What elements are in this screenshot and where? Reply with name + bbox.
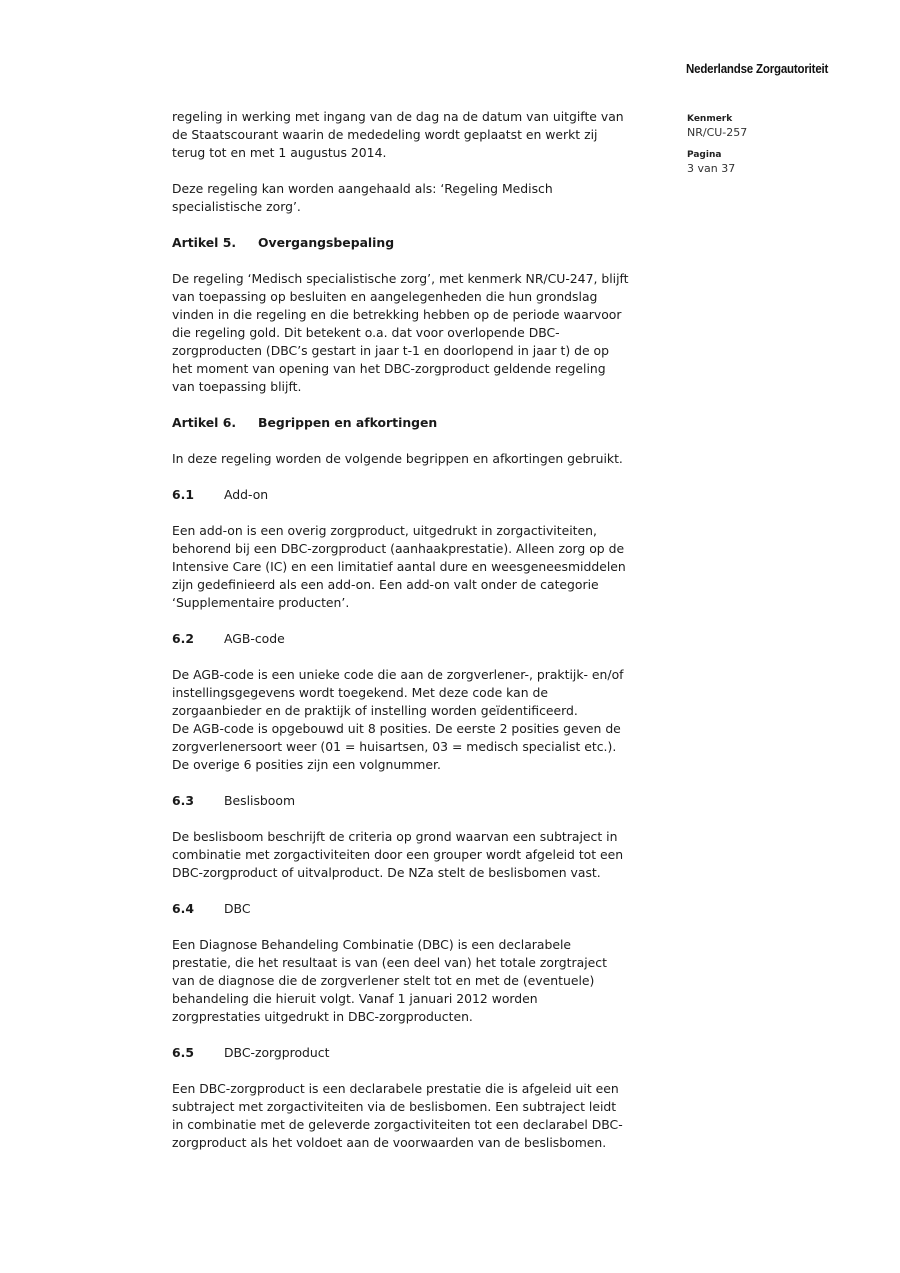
artikel-title: Begrippen en afkortingen (258, 415, 438, 430)
text-line: vinden in die regeling en die betrekking hebben op de periode waarvoor (172, 307, 622, 322)
text-line: in combinatie met de geleverde zorgactiviteiten tot een declarabel DBC- (172, 1117, 623, 1132)
text-line: In deze regeling worden de volgende begrippen en afkortingen gebruikt. (172, 451, 623, 466)
section-6-4-paragraph (172, 936, 692, 1026)
section-title: DBC-zorgproduct (224, 1045, 330, 1060)
text-line: van toepassing op besluiten en aangelegenheden die hun grondslag (172, 289, 598, 304)
text-line: zorgproduct als het voldoet aan de voorwaarden van de beslisbomen. (172, 1135, 607, 1150)
intro-paragraph-1 (172, 108, 692, 162)
text-line: het moment van opening van het DBC-zorgproduct geldende regeling (172, 361, 606, 376)
text-line: van de diagnose die de zorgverlener stelt tot en met de (eventuele) (172, 973, 595, 988)
pagina-value: 3 van 37 (687, 162, 736, 175)
section-number: 6.2 (172, 631, 194, 646)
artikel-5-paragraph (172, 270, 692, 396)
section-title: Beslisboom (224, 793, 296, 808)
section-6-3-paragraph (172, 828, 692, 882)
section-title: Add-on (224, 487, 269, 502)
text-line: van toepassing blijft. (172, 379, 302, 394)
artikel-6-intro (172, 450, 692, 468)
text-line: Een Diagnose Behandeling Combinatie (DBC) is een declarabele (172, 937, 572, 952)
section-title: DBC (224, 901, 251, 916)
text-line: behorend bij een DBC-zorgproduct (aanhaakprestatie). Alleen zorg op de (172, 541, 625, 556)
artikel-number: Artikel 5. (172, 235, 237, 250)
section-number: 6.1 (172, 487, 194, 502)
kenmerk-block (687, 114, 747, 139)
text-line: zijn gedefinieerd als een add-on. Een add-on valt onder de categorie (172, 577, 599, 592)
section-6-1-heading (172, 486, 692, 504)
pagina-label: Pagina (687, 150, 722, 160)
text-line: ‘Supplementaire producten’. (172, 595, 350, 610)
artikel-number: Artikel 6. (172, 415, 237, 430)
document-body (172, 108, 692, 1170)
artikel-title: Overgangsbepaling (258, 235, 395, 250)
organization-name: Nederlandse Zorgautoriteit (686, 62, 829, 76)
section-6-2-heading (172, 630, 692, 648)
section-number: 6.4 (172, 901, 194, 916)
text-line: de Staatscourant waarin de mededeling wordt geplaatst en werkt zij (172, 127, 598, 142)
kenmerk-label: Kenmerk (687, 114, 733, 124)
artikel-5-heading (172, 234, 692, 252)
text-line: De overige 6 posities zijn een volgnummer. (172, 757, 441, 772)
text-line: zorgprestaties uitgedrukt in DBC-zorgproducten. (172, 1009, 473, 1024)
section-number: 6.3 (172, 793, 194, 808)
pagina-block (687, 150, 735, 175)
section-6-1-paragraph (172, 522, 692, 612)
text-line: subtraject met zorgactiviteiten via de beslisbomen. Een subtraject leidt (172, 1099, 617, 1114)
section-6-4-heading (172, 900, 692, 918)
text-line: De regeling ‘Medisch specialistische zorg’, met kenmerk NR/CU-247, blijft (172, 271, 629, 286)
text-line: prestatie, die het resultaat is van (een deel van) het totale zorgtraject (172, 955, 607, 970)
section-6-5-heading (172, 1044, 692, 1062)
text-line: die regeling gold. Dit betekent o.a. dat voor overlopende DBC- (172, 325, 560, 340)
text-line: De AGB-code is opgebouwd uit 8 posities. De eerste 2 posities geven de (172, 721, 621, 736)
section-6-5-paragraph (172, 1080, 692, 1152)
text-line: Deze regeling kan worden aangehaald als: ‘Regeling Medisch (172, 181, 553, 196)
section-title: AGB-code (224, 631, 285, 646)
text-line: behandeling die hieruit volgt. Vanaf 1 januari 2012 worden (172, 991, 538, 1006)
intro-paragraph-2 (172, 180, 692, 216)
text-line: DBC-zorgproduct of uitvalproduct. De NZa stelt de beslisbomen vast. (172, 865, 601, 880)
text-line: zorgproducten (DBC’s gestart in jaar t-1 en doorlopend in jaar t) de op (172, 343, 609, 358)
text-line: terug tot en met 1 augustus 2014. (172, 145, 387, 160)
section-number: 6.5 (172, 1045, 194, 1060)
text-line: zorgverlenersoort weer (01 = huisartsen, 03 = medisch specialist etc.). (172, 739, 617, 754)
text-line: combinatie met zorgactiviteiten door een grouper wordt afgeleid tot een (172, 847, 624, 862)
section-6-2-paragraph (172, 666, 692, 774)
text-line: Een add-on is een overig zorgproduct, uitgedrukt in zorgactiviteiten, (172, 523, 597, 538)
artikel-6-heading (172, 414, 692, 432)
text-line: De AGB-code is een unieke code die aan de zorgverlener-, praktijk- en/of (172, 667, 624, 682)
text-line: zorgaanbieder en de praktijk of instelling worden geïdentificeerd. (172, 703, 578, 718)
text-line: specialistische zorg’. (172, 199, 301, 214)
kenmerk-value: NR/CU-257 (687, 126, 748, 139)
text-line: instellingsgegevens wordt toegekend. Met deze code kan de (172, 685, 548, 700)
text-line: Intensive Care (IC) en een limitatief aantal dure en weesgeneesmiddelen (172, 559, 626, 574)
text-line: Een DBC-zorgproduct is een declarabele prestatie die is afgeleid uit een (172, 1081, 619, 1096)
text-line: regeling in werking met ingang van de dag na de datum van uitgifte van (172, 109, 624, 124)
text-line: De beslisboom beschrijft de criteria op grond waarvan een subtraject in (172, 829, 618, 844)
section-6-3-heading (172, 792, 692, 810)
